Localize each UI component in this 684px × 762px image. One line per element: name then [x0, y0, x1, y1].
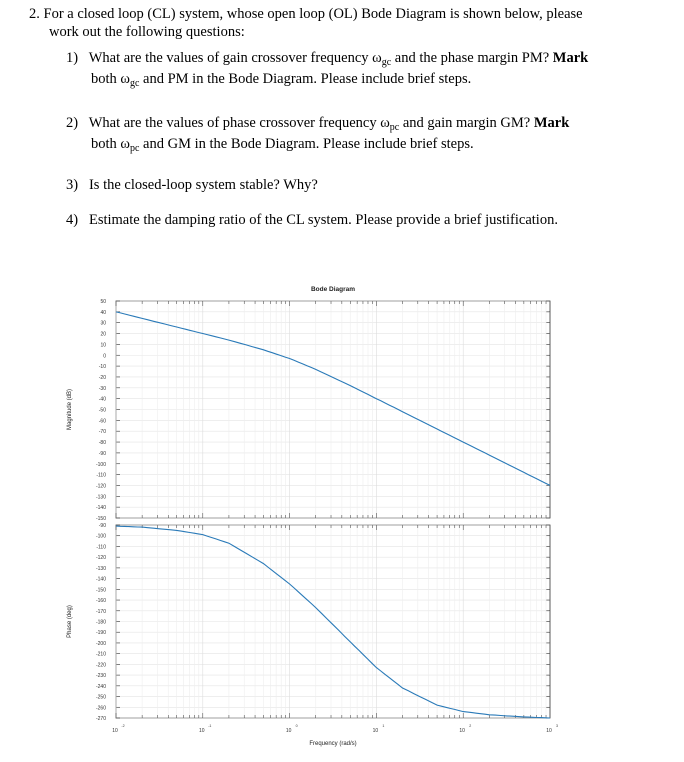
xtick-label-exponent: 0	[296, 724, 298, 728]
phase-ytick-label: -220	[96, 662, 106, 668]
magnitude-ytick-label: 10	[100, 342, 106, 348]
phase-ytick-label: -240	[96, 684, 106, 690]
omega-pc-symbol-2: ω	[120, 136, 130, 152]
question-2-text-d: and GM in the Bode Diagram. Please include brief steps.	[139, 136, 473, 152]
question-1-mark: Mark	[553, 50, 588, 66]
phase-ytick-label: -180	[96, 620, 106, 626]
xtick-label-exponent: -1	[208, 724, 211, 728]
question-1-number: 1)	[66, 50, 78, 66]
question-1-text-a: What are the values of gain crossover frequency	[89, 50, 372, 66]
xtick-label-base: 10	[459, 728, 465, 734]
phase-ytick-label: -120	[96, 555, 106, 561]
phase-ytick-label: -260	[96, 705, 106, 711]
x-axis-label: Frequency (rad/s)	[309, 741, 356, 747]
phase-ytick-label: -270	[96, 716, 106, 722]
phase-ytick-label: -90	[99, 523, 106, 529]
xtick-label-base: 10	[286, 728, 292, 734]
magnitude-ytick-label: -120	[96, 483, 106, 489]
phase-ytick-label: -150	[96, 587, 106, 593]
question-1-text-d: and PM in the Bode Diagram. Please include brief steps.	[139, 71, 471, 87]
omega-gc-subscript: gc	[382, 57, 391, 68]
xtick-label-base: 10	[373, 728, 379, 734]
omega-pc-subscript: pc	[390, 122, 399, 133]
magnitude-ytick-label: 50	[100, 299, 106, 305]
bode-diagram	[60, 278, 580, 757]
magnitude-ytick-label: -20	[99, 375, 106, 381]
phase-ylabel: Phase (deg)	[67, 605, 73, 638]
phase-ytick-label: -110	[96, 544, 106, 550]
omega-gc-symbol: ω	[372, 50, 382, 66]
phase-ytick-label: -190	[96, 630, 106, 636]
xtick-label-base: 10	[199, 728, 205, 734]
question-2-text-a: What are the values of phase crossover frequency	[89, 115, 380, 131]
magnitude-ytick-label: -60	[99, 418, 106, 424]
question-1-text-c: both	[91, 71, 120, 87]
magnitude-ytick-label: 0	[103, 353, 106, 359]
phase-ytick-label: -100	[96, 534, 106, 540]
question-2-number: 2)	[66, 115, 78, 131]
magnitude-ytick-label: -70	[99, 429, 106, 435]
xtick-label-exponent: 1	[382, 724, 384, 728]
question-4-text: Estimate the damping ratio of the CL system. Please provide a brief justification.	[89, 212, 558, 228]
question-3-number: 3)	[66, 177, 78, 193]
magnitude-ytick-label: -130	[96, 494, 106, 500]
question-title-line1: 2. For a closed loop (CL) system, whose open loop (OL) Bode Diagram is shown below, please	[29, 4, 583, 24]
omega-pc-subscript-2: pc	[130, 143, 139, 154]
magnitude-ytick-label: -150	[96, 516, 106, 522]
omega-gc-symbol-2: ω	[120, 71, 130, 87]
phase-ytick-label: -130	[96, 566, 106, 572]
xtick-label-exponent: -2	[121, 724, 124, 728]
xtick-label-exponent: 2	[469, 724, 471, 728]
magnitude-ytick-label: -110	[96, 473, 106, 479]
magnitude-ytick-label: -40	[99, 397, 106, 403]
xtick-label-exponent: 3	[556, 724, 558, 728]
magnitude-ytick-label: -80	[99, 440, 106, 446]
question-2-line2	[91, 134, 474, 159]
question-4	[66, 210, 558, 230]
magnitude-ytick-label: -50	[99, 408, 106, 414]
magnitude-ytick-label: -10	[99, 364, 106, 370]
question-2-text-b: and gain margin GM?	[399, 115, 534, 131]
magnitude-ytick-label: 20	[100, 332, 106, 338]
xtick-label-base: 10	[546, 728, 552, 734]
omega-pc-symbol: ω	[380, 115, 390, 131]
phase-ytick-label: -140	[96, 577, 106, 583]
phase-ytick-label: -210	[96, 652, 106, 658]
question-1-text-b: and the phase margin PM?	[391, 50, 553, 66]
magnitude-ytick-label: 40	[100, 310, 106, 316]
question-2-text-c: both	[91, 136, 120, 152]
magnitude-ytick-label: -100	[96, 462, 106, 468]
question-3-text: Is the closed-loop system stable? Why?	[89, 177, 318, 193]
magnitude-ytick-label: -140	[96, 505, 106, 511]
phase-ytick-label: -230	[96, 673, 106, 679]
magnitude-ytick-label: 30	[100, 321, 106, 327]
magnitude-ylabel: Magnitude (dB)	[67, 389, 73, 430]
question-title-line2: work out the following questions:	[49, 22, 245, 42]
question-2-mark: Mark	[534, 115, 569, 131]
phase-ytick-label: -200	[96, 641, 106, 647]
phase-ytick-label: -170	[96, 609, 106, 615]
question-4-number: 4)	[66, 212, 78, 228]
magnitude-ytick-label: -30	[99, 386, 106, 392]
question-1-line2	[91, 69, 471, 94]
magnitude-ytick-label: -90	[99, 451, 106, 457]
xtick-label-base: 10	[112, 728, 118, 734]
phase-ytick-label: -250	[96, 695, 106, 701]
phase-ytick-label: -160	[96, 598, 106, 604]
chart-title: Bode Diagram	[311, 286, 355, 293]
question-3	[66, 175, 318, 195]
bode-diagram-svg	[60, 278, 580, 757]
omega-gc-subscript-2: gc	[130, 78, 139, 89]
